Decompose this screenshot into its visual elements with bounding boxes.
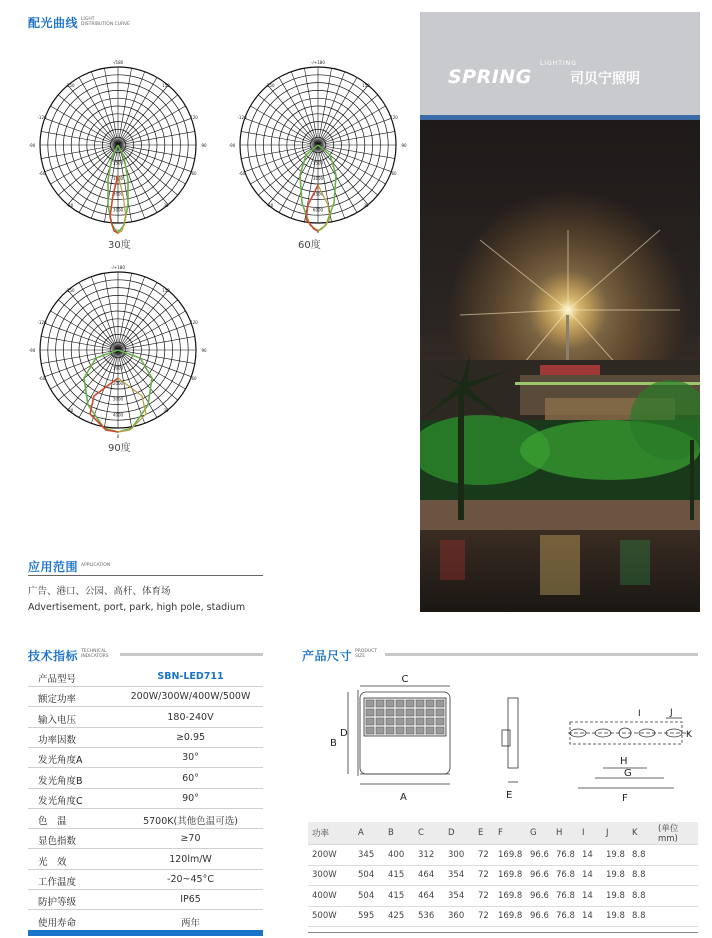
dim-cell: 312 [418, 849, 435, 860]
spec-key: 防护等级 [38, 897, 77, 909]
dim-cell: 400 [388, 849, 405, 860]
dim-cell: 19.8 [606, 849, 625, 860]
brand-logo-cn: 司贝宁照明 [570, 71, 640, 87]
dim-header-cell: K [632, 828, 638, 838]
polar-radial-label: 1800 [112, 176, 124, 182]
spec-key: 光 效 [38, 856, 67, 868]
dim-label-e: E [506, 790, 513, 801]
spec-key: 额定功率 [38, 694, 77, 706]
spec-row [28, 789, 263, 809]
dim-cell: 595 [358, 911, 375, 922]
polar-angle-label: 30 [163, 203, 169, 208]
dim-cell: 464 [418, 870, 435, 881]
polar-radial-label: 4500 [312, 191, 324, 197]
spec-key: 色 温 [38, 816, 67, 828]
dim-cell: 300 [448, 849, 465, 860]
dim-label-d: D [340, 728, 348, 739]
dim-row [308, 865, 698, 886]
spec-row [28, 728, 263, 748]
spec-value: 180-240V [167, 711, 214, 723]
dim-header-cell: G [530, 828, 537, 838]
led-cell [426, 709, 434, 716]
polar-angle-label: -60 [238, 171, 246, 176]
application-en: Advertisement, port, park, high pole, stadium [28, 602, 246, 613]
spec-row [28, 809, 263, 829]
dim-cell: 425 [388, 911, 405, 922]
dim-header-cell: A [358, 828, 364, 838]
spec-key: 输入电压 [38, 714, 77, 726]
polar-angle-label: -120 [237, 115, 247, 120]
dim-cell: 8.8 [632, 890, 646, 901]
dim-cell: 464 [418, 890, 435, 901]
dim-cell: 504 [358, 890, 375, 901]
led-cell [406, 718, 414, 725]
dim-header-cell: (单位mm) [658, 824, 679, 844]
led-cell [366, 700, 374, 707]
dim-cell: 72 [478, 890, 489, 901]
polar-radial-label: 3000 [312, 176, 324, 182]
dim-cell: 96.6 [530, 849, 549, 860]
polar-angle-label: 0 [116, 229, 120, 234]
dim-row [308, 845, 698, 866]
polar-angle-label: -30 [66, 408, 74, 413]
spec-value: 120lm/W [169, 853, 212, 865]
night-scene-photo [420, 120, 700, 612]
polar-angle-label: -90 [28, 143, 36, 148]
led-cell [376, 709, 384, 716]
dim-label-g: G [624, 768, 632, 779]
dimension-drawing [320, 670, 700, 810]
polar-radial-label: 3000 [112, 396, 124, 402]
spec-row [28, 829, 263, 849]
dim-row [308, 906, 698, 927]
dim-cell: 345 [358, 849, 375, 860]
dim-cell: 169.8 [498, 911, 523, 922]
spec-row [28, 769, 263, 789]
spec-row [28, 687, 263, 707]
dim-cell: 14 [582, 870, 593, 881]
led-cell [396, 727, 404, 734]
polar-radial-label: 1500 [312, 160, 324, 166]
spec-key: 功率因数 [38, 734, 77, 746]
polar-angle-label: 150 [162, 83, 170, 88]
polar-chart-60 [220, 55, 416, 237]
polar-radial-label: 1000 [112, 365, 124, 371]
specs-subtitle: TECHNICAL INDICATORS [81, 649, 109, 659]
led-cell [406, 700, 414, 707]
polar-angle-label: -/180 [112, 60, 124, 65]
dim-cell: 76.8 [556, 849, 575, 860]
led-cell [376, 727, 384, 734]
polar-angle-label: -150 [65, 288, 75, 293]
led-cell [406, 727, 414, 734]
dim-header-row [308, 822, 698, 845]
led-cell [436, 718, 444, 725]
spec-value: 200W/300W/400W/500W [130, 691, 251, 703]
dimensions-subtitle: PRODUCT SIZE [355, 649, 378, 659]
polar-angle-label: 150 [162, 288, 170, 293]
application-cn: 广告、港口、公园、高杆、体育场 [28, 586, 171, 597]
dim-cell: 72 [478, 870, 489, 881]
spec-key: 产品型号 [38, 674, 77, 685]
led-cell [436, 700, 444, 707]
polar-radial-label: 4000 [112, 412, 124, 418]
spec-row [28, 911, 263, 931]
led-cell [386, 727, 394, 734]
dim-cell: 354 [448, 890, 465, 901]
dim-cell: 415 [388, 870, 405, 881]
led-cell [416, 718, 424, 725]
polar-angle-label: -60 [38, 376, 46, 381]
led-cell [426, 727, 434, 734]
dim-cell: 8.8 [632, 911, 646, 922]
polar-angle-label: -30 [266, 203, 274, 208]
application-subtitle: APPLICATION [81, 563, 111, 568]
polar-radial-label: 3000 [112, 191, 124, 197]
dim-cell: 8.8 [632, 849, 646, 860]
dim-cell: 19.8 [606, 890, 625, 901]
brand-header [420, 12, 700, 120]
polar-angle-label: 90 [401, 143, 407, 148]
polar-caption-60: 60度 [298, 240, 321, 251]
spec-value: 两年 [180, 917, 200, 929]
dim-label-h: H [620, 756, 628, 767]
polar-angle-label: -150 [65, 83, 75, 88]
polar-angle-label: 90 [201, 143, 207, 148]
spec-value: 60° [182, 772, 199, 784]
led-cell [366, 709, 374, 716]
spec-row [28, 708, 263, 728]
polar-angle-label: -120 [37, 320, 47, 325]
spec-key: 工作温度 [38, 877, 77, 888]
polar-angle-label: 60 [391, 171, 397, 176]
spec-key: 发光角度A [38, 755, 83, 767]
night-scene-illustration [420, 120, 700, 612]
polar-angle-label: -150 [265, 83, 275, 88]
spec-key: 发光角度C [38, 795, 83, 807]
led-cell [396, 709, 404, 716]
polar-angle-label: -30 [66, 203, 74, 208]
polar-angle-label: -/+180 [311, 60, 325, 65]
spec-value: ≥70 [180, 833, 201, 845]
dim-cell: 400W [312, 890, 337, 901]
dim-label-i: I [638, 709, 641, 719]
polar-angle-label: 120 [190, 320, 198, 325]
dim-header-cell: H [556, 828, 563, 838]
polar-caption-90: 90度 [108, 443, 131, 454]
led-cell [376, 700, 384, 707]
led-cell [436, 727, 444, 734]
dimensions-title-bar [385, 653, 698, 656]
dim-cell: 415 [388, 890, 405, 901]
polar-chart-90 [20, 260, 216, 442]
dim-cell: 14 [582, 849, 593, 860]
led-cell [366, 718, 374, 725]
spec-value: -20~45°C [167, 874, 214, 885]
led-cell [406, 709, 414, 716]
spec-value: 5700K(其他色温可选) [143, 816, 238, 828]
dim-header-cell: C [418, 828, 424, 838]
led-cell [426, 700, 434, 707]
spec-row [28, 850, 263, 870]
polar-angle-label: 30 [163, 408, 169, 413]
dim-label-c: C [401, 674, 409, 685]
dim-cell: 72 [478, 849, 489, 860]
dim-label-j: J [670, 708, 673, 718]
specs-title-bar [120, 653, 263, 656]
dim-cell: 14 [582, 890, 593, 901]
led-cell [386, 709, 394, 716]
led-cell [416, 709, 424, 716]
polar-angle-label: 60 [191, 376, 197, 381]
dim-header-cell: F [498, 828, 503, 838]
dimensions-table [308, 822, 698, 927]
brand-logo-word: SPRING [448, 66, 532, 88]
polar-angle-label: -90 [28, 348, 36, 353]
dim-cell: 504 [358, 870, 375, 881]
polar-chart-30 [20, 55, 216, 237]
polar-angle-label: 120 [390, 115, 398, 120]
dim-cell: 536 [418, 911, 435, 922]
side-view [502, 698, 518, 782]
dim-header-cell: D [448, 828, 455, 838]
dimensions-bottom-rule [308, 932, 698, 933]
led-cell [396, 718, 404, 725]
polar-radial-label: 2000 [112, 381, 124, 387]
dim-header-cell: B [388, 828, 394, 838]
dim-header-cell: I [582, 828, 585, 838]
dim-label-k: K [686, 730, 692, 740]
dim-cell: 360 [448, 911, 465, 922]
application-divider [28, 575, 263, 576]
dim-header-cell: E [478, 828, 484, 838]
application-title: 应用范围 [28, 560, 79, 574]
dim-header-cell: J [606, 828, 609, 838]
dim-cell: 14 [582, 911, 593, 922]
polar-angle-label: 30 [363, 203, 369, 208]
dim-cell: 169.8 [498, 849, 523, 860]
polar-radial-label: 6000 [312, 207, 324, 213]
spec-value: SBN-LED711 [157, 671, 224, 682]
spec-row [28, 667, 263, 687]
specs-title: 技术指标 [28, 649, 79, 663]
dim-cell: 169.8 [498, 870, 523, 881]
spec-value: IP65 [180, 894, 201, 906]
dim-cell: 200W [312, 849, 337, 860]
dim-cell: 19.8 [606, 911, 625, 922]
led-cell [386, 718, 394, 725]
polar-caption-30: 30度 [108, 240, 131, 251]
led-cell [396, 700, 404, 707]
specs-footer-bar [28, 930, 263, 936]
dim-label-b: B [330, 738, 337, 749]
spec-value: ≥0.95 [175, 731, 206, 743]
polar-angle-label: 150 [362, 83, 370, 88]
dim-cell: 76.8 [556, 870, 575, 881]
spec-value: 30° [182, 752, 199, 764]
polar-angle-label: 60 [191, 171, 197, 176]
dim-cell: 96.6 [530, 890, 549, 901]
polar-angle-label: -/+180 [111, 265, 125, 270]
light-distribution-title: 配光曲线 [28, 16, 79, 30]
dim-row [308, 886, 698, 907]
polar-radial-label: 1500 [112, 160, 124, 166]
spec-key: 显色指数 [38, 836, 77, 848]
led-cell [376, 718, 384, 725]
front-view [348, 686, 450, 784]
dim-cell: 76.8 [556, 911, 575, 922]
spec-key: 使用寿命 [38, 917, 77, 929]
dim-cell: 96.6 [530, 911, 549, 922]
dim-cell: 300W [312, 870, 337, 881]
dim-header-cell: 功率 [312, 829, 330, 839]
polar-angle-label: 0 [316, 229, 320, 234]
dim-label-a: A [400, 792, 407, 803]
dim-cell: 500W [312, 911, 337, 922]
dim-cell: 72 [478, 911, 489, 922]
brand-logo-small: LIGHTING [540, 60, 577, 67]
polar-angle-label: 120 [190, 115, 198, 120]
led-cell [436, 709, 444, 716]
dim-cell: 354 [448, 870, 465, 881]
dim-cell: 169.8 [498, 890, 523, 901]
spec-row [28, 890, 263, 910]
polar-angle-label: 90 [201, 348, 207, 353]
spec-row [28, 748, 263, 768]
dim-cell: 8.8 [632, 870, 646, 881]
led-cell [426, 718, 434, 725]
led-cell [416, 727, 424, 734]
light-distribution-subtitle: LIGHT DISTRIBUTION CURVE [81, 17, 130, 27]
spec-key: 发光角度B [38, 775, 83, 787]
led-cell [386, 700, 394, 707]
polar-angle-label: -60 [38, 171, 46, 176]
dim-label-f: F [622, 793, 628, 804]
polar-angle-label: -90 [228, 143, 236, 148]
polar-radial-label: 3000 [112, 207, 124, 213]
led-cell [416, 700, 424, 707]
polar-angle-label: 0 [116, 434, 120, 439]
dimensions-title: 产品尺寸 [302, 649, 353, 663]
dim-cell: 76.8 [556, 890, 575, 901]
dim-cell: 19.8 [606, 870, 625, 881]
spec-value: 90° [182, 792, 199, 804]
led-cell [366, 727, 374, 734]
dim-cell: 96.6 [530, 870, 549, 881]
spec-row [28, 870, 263, 890]
polar-angle-label: -120 [37, 115, 47, 120]
